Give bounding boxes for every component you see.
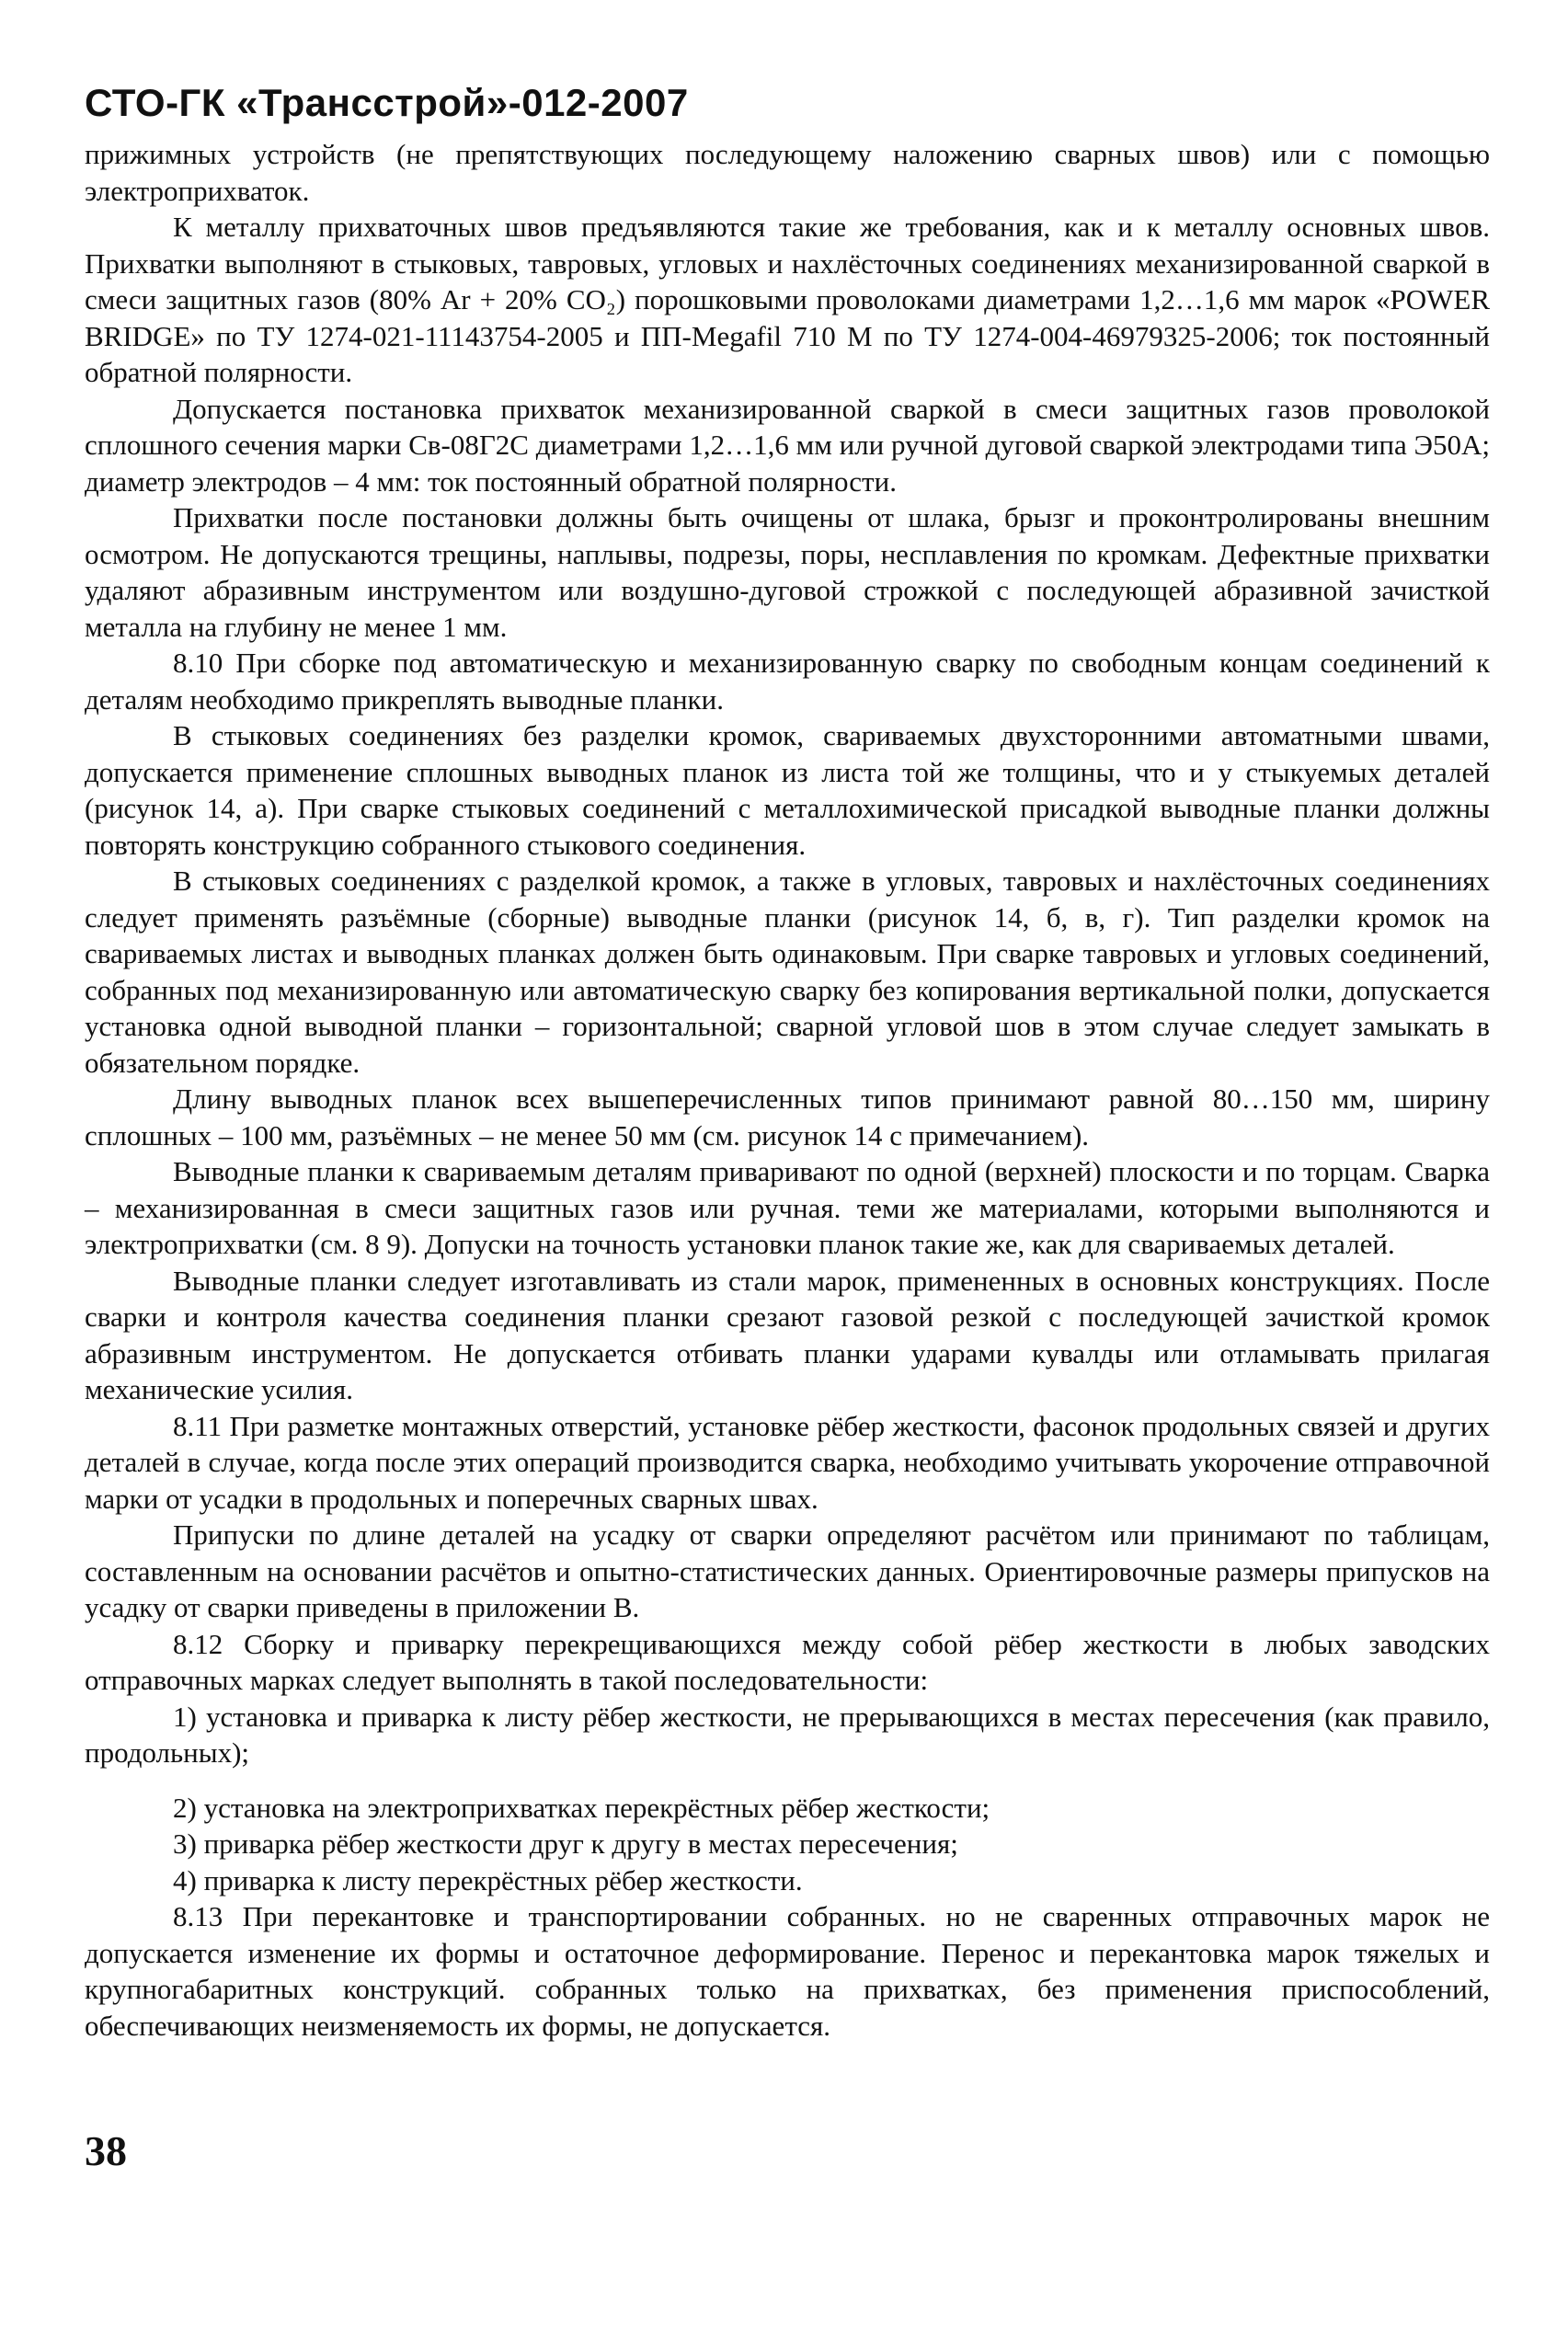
document-header: СТО-ГК «Трансстрой»-012-2007 — [85, 81, 689, 124]
document-body — [85, 136, 1490, 2044]
section-8-10: 8.10 При сборке под автоматическую и механизированную сварку по свободным концам соединений к деталям необходимо прикреплять выводные планки. — [85, 647, 1490, 716]
paragraph: Прихватки после постановки должны быть очищены от шлака, брызг и проконтролированы внешним осмотром. Не допускаются трещины, наплывы, подрезы, поры, несплавления по кромкам. Дефектные прихватки удаляют абразивным инструментом или воздушно-дуговой строжкой с последующей абразивной зачисткой металла на глубину не менее 1 мм. — [85, 501, 1490, 643]
paragraph: Припуски по длине деталей на усадку от сварки определяют расчётом или принимают по таблицам, составленным на основании расчётов и опытно-статистических данных. Ориентировочные размеры припусков на усадку от сварки приведены в приложении В. — [85, 1518, 1490, 1623]
paragraph: Длину выводных планок всех вышеперечисленных типов принимают равной 80…150 мм, ширину сплошных – 100 мм, разъёмных – не менее 50 мм (см. рисунок 14 с примечанием). — [85, 1083, 1490, 1152]
section-8-11: 8.11 При разметке монтажных отверстий, установке рёбер жесткости, фасонок продольных связей и других деталей в случае, когда после этих операций производится сварка, необходимо учитывать укорочение отправочной марки от усадки в продольных и поперечных сварных швах. — [85, 1409, 1490, 1515]
paragraph: В стыковых соединениях без разделки кромок, свариваемых двухсторонними автоматными швами, допускается применение сплошных выводных планок из листа той же толщины, что и у стыкуемых деталей (рисунок 14, а). При сварке стыковых соединений с металлохимической присадкой выводные планки должны повторять конструкцию собранного стыкового соединения. — [85, 719, 1490, 861]
page-number: 38 — [85, 2127, 127, 2174]
list-item: 2) установка на электроприхватках перекрёстных рёбер жесткости; — [173, 1791, 990, 1824]
paragraph: Выводные планки к свариваемым деталям приваривают по одной (верхней) плоскости и по торцам. Сварка – механизированная в смеси защитных газов или ручная. теми же материалами, которыми выполняются и электроприхватки (см. 8 9). Допуски на точность установки планок такие же, как для свариваемых деталей. — [85, 1155, 1490, 1260]
section-8-12: 8.12 Сборку и приварку перекрещивающихся между собой рёбер жесткости в любых заводских отправочных марках следует выполнять в такой последовательности: — [85, 1627, 1490, 1696]
paragraph: Допускается постановка прихваток механизированной сваркой в смеси защитных газов проволокой сплошного сечения марки Св-08Г2С диаметрами 1,2…1,6 мм или ручной дуговой сваркой электродами типа Э50А; диаметр электродов – 4 мм: ток постоянный обратной полярности. — [85, 392, 1490, 498]
list-item: 3) приварка рёбер жесткости друг к другу в местах пересечения; — [173, 1828, 958, 1860]
paragraph: прижимных устройств (не препятствующих последующему наложению сварных швов) или с помощью электроприхваток. — [85, 138, 1490, 207]
list-item: 4) приварка к листу перекрёстных рёбер жесткости. — [173, 1863, 803, 1896]
paragraph: К металлу прихваточных швов предъявляются такие же требования, как и к металлу основных швов. Прихватки выполняют в стыковых, тавровых, угловых и нахлёсточных соединениях механизированной сваркой в смеси защитных газов (80% Ar + 20% CO₂) порошковыми проволоками диаметрами 1,2…1,6 мм марок «POWER BRIDGE» по ТУ 1274-021-11143754-2005 и ПП-Megafil 710 M по ТУ 1274-004-46979325-2006; ток постоянный обратной полярности. — [85, 211, 1490, 388]
paragraph: В стыковых соединениях с разделкой кромок, а также в угловых, тавровых и нахлёсточных соединениях следует применять разъёмные (сборные) выводные планки (рисунок 14, б, в, г). Тип разделки кромок на свариваемых листах и выводных планках должен быть одинаковым. При сварке тавровых и угловых соединений, собранных под механизированную или автоматическую сварку без копирования вертикальной полки, допускается установка одной выводной планки – горизонтальной; сварной угловой шов в этом случае следует замыкать в обязательном порядке. — [85, 865, 1490, 1079]
list-item: 1) установка и приварка к листу рёбер жесткости, не прерывающихся в местах пересечения (как правило, продольных); — [85, 1700, 1490, 1769]
section-8-13: 8.13 При перекантовке и транспортировании собранных. но не сваренных отправочных марок не допускается изменение их формы и остаточное деформирование. Перенос и перекантовка марок тяжелых и крупногабаритных конструкций. собранных только на прихватках, без применения приспособлений, обеспечивающих неизменяемость их формы, не допускается. — [85, 1900, 1490, 2042]
paragraph: Выводные планки следует изготавливать из стали марок, примененных в основных конструкциях. После сварки и контроля качества соединения планки срезают газовой резкой с последующей зачисткой кромок абразивным инструментом. Не допускается отбивать планки ударами кувалды или отламывать прилагая механические усилия. — [85, 1264, 1490, 1405]
